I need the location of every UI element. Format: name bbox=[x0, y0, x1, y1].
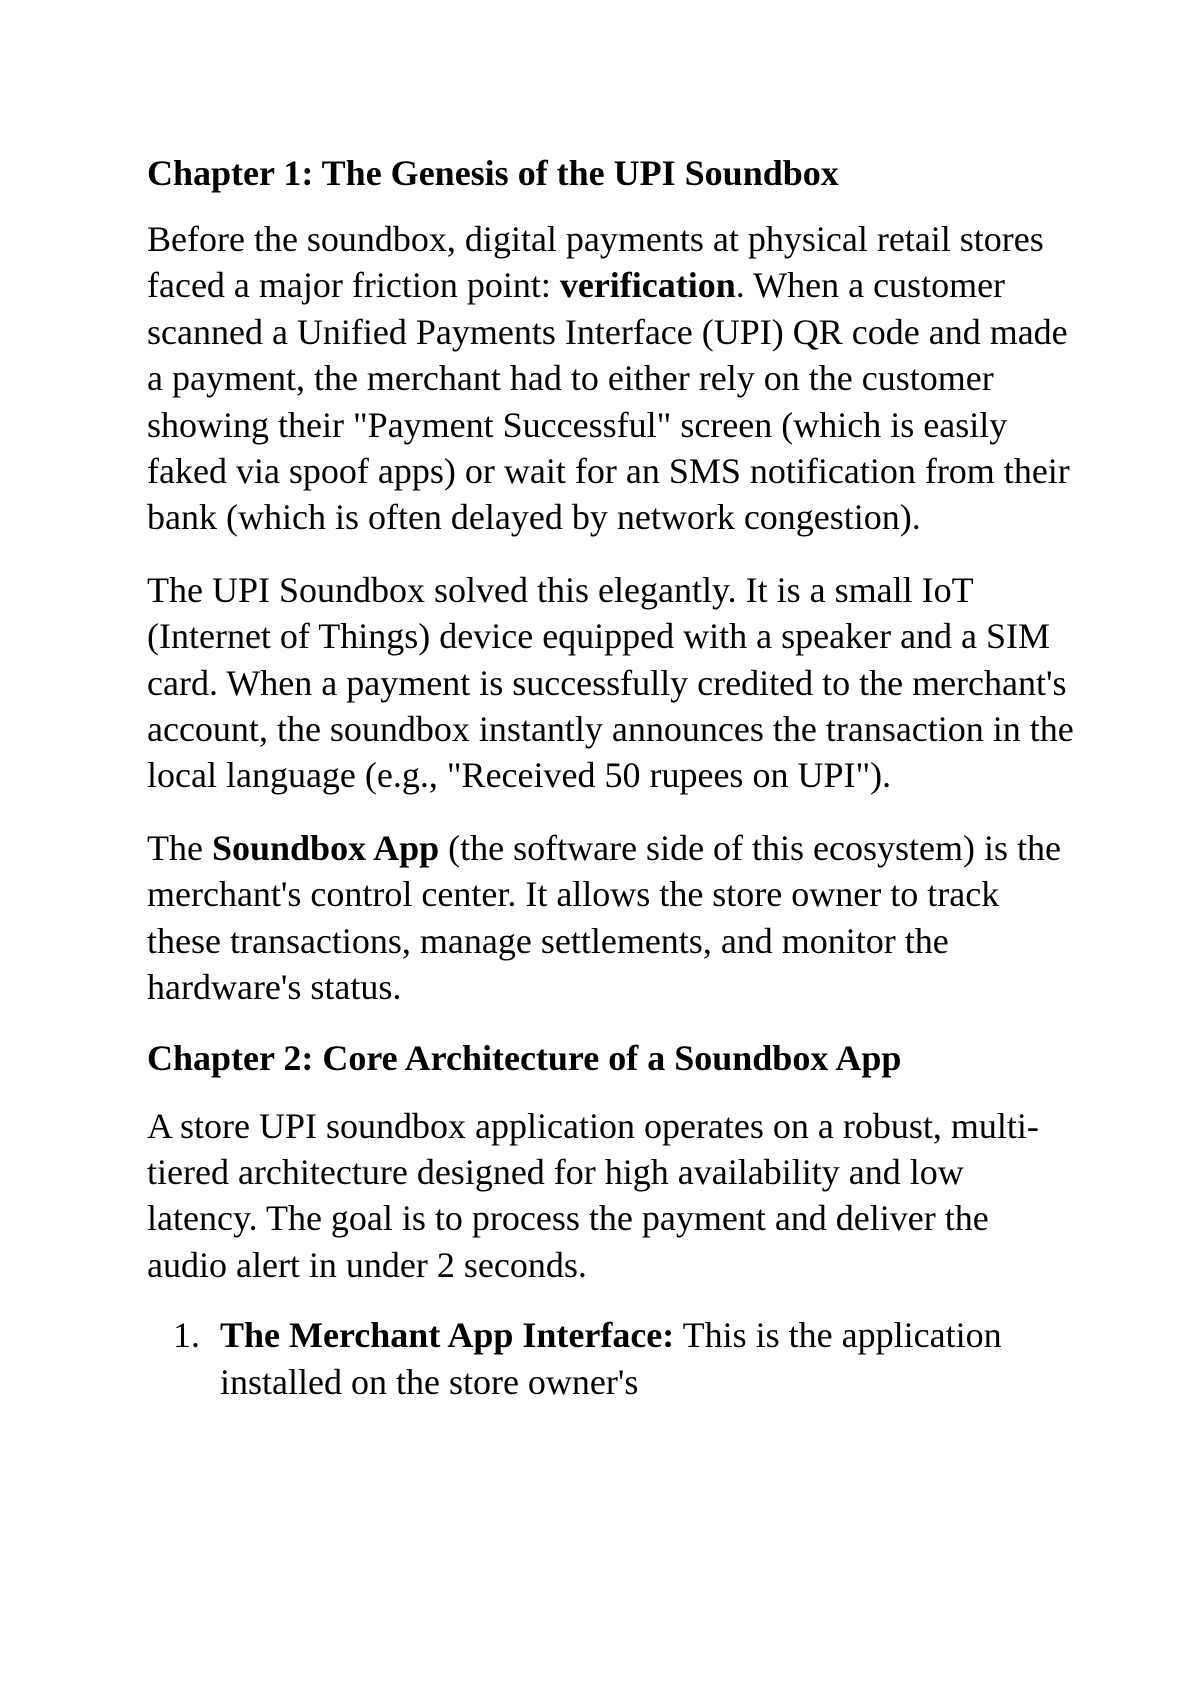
paragraph-text: Before the soundbox, digital payments at physical retail stores faced a major friction point: bbox=[147, 219, 1044, 306]
bold-term-verification: verification bbox=[559, 265, 736, 306]
list-item bbox=[147, 1312, 1077, 1405]
document-page bbox=[147, 150, 1077, 1405]
list-item-text: This is the application installed on the store owner's bbox=[220, 1315, 1002, 1402]
paragraph-text: . When a customer scanned a Unified Payments Interface (UPI) QR code and made a payment, the merchant had to either rely on the customer showing their "Payment Successful" screen (which is easily faked via spoof apps) or wait for an SMS notification from their bank (which is often delayed by network congestion). bbox=[147, 265, 1070, 538]
chapter-2-paragraph-1: A store UPI soundbox application operates on a robust, multi-tiered architecture designed for high availability and low latency. The goal is to process the payment and deliver the audio alert in under 2 seconds. bbox=[147, 1105, 1039, 1285]
list-item-title: The Merchant App Interface: bbox=[220, 1315, 675, 1356]
chapter-1-paragraph-2: The UPI Soundbox solved this elegantly. It is a small IoT (Internet of Things) device equipped with a speaker and a SIM card. When a payment is successfully credited to the merchant's account, the soundbox instantly announces the transaction in the local language (e.g., "Received 50 rupees on UPI"). bbox=[147, 569, 1074, 796]
chapter-2-heading: Chapter 2: Core Architecture of a Soundbox App bbox=[147, 1037, 902, 1078]
paragraph-text: The bbox=[147, 827, 212, 868]
chapter-1-paragraph-1 bbox=[147, 216, 1077, 541]
chapter-1-heading: Chapter 1: The Genesis of the UPI Soundbox bbox=[147, 153, 839, 193]
chapter-1-paragraph-3 bbox=[147, 825, 1077, 1011]
bold-term-soundbox-app: Soundbox App bbox=[211, 827, 440, 868]
paragraph-text: (the software side of this ecosystem) is the merchant's control center. It allows the store owner to track these transactions, manage settlements, and monitor the hardware's status. bbox=[147, 827, 1061, 1008]
list-item-number: 1. bbox=[173, 1315, 200, 1356]
architecture-list bbox=[147, 1312, 1077, 1405]
